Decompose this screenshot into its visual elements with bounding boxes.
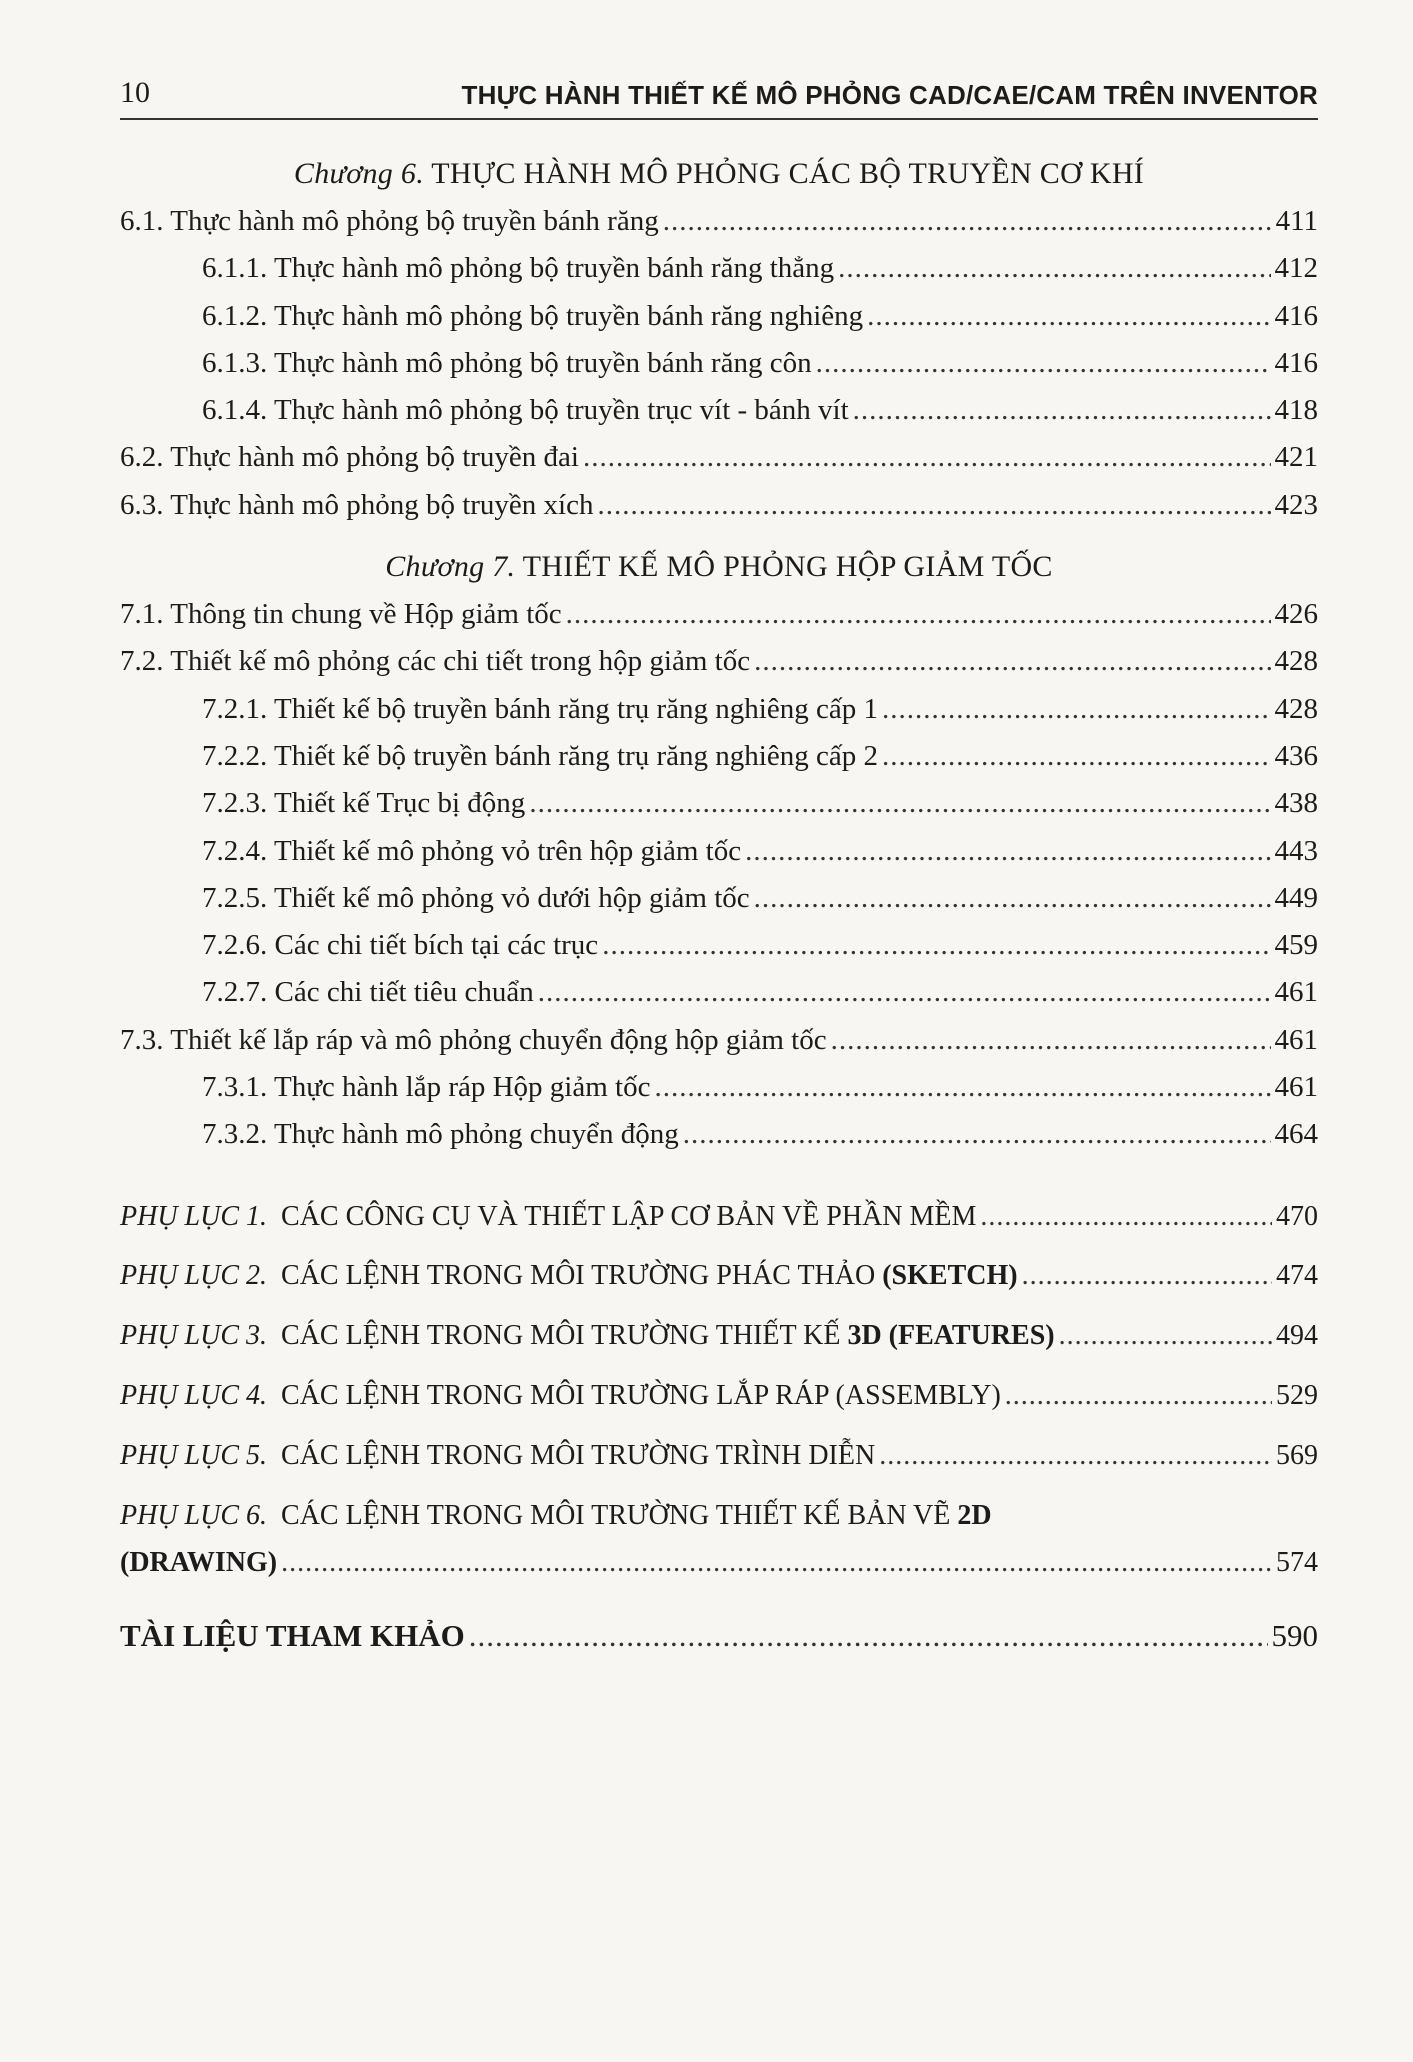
toc-entry[interactable]: 7.3.1. Thực hành lắp ráp Hộp giảm tốc ..... 461	[120, 1064, 1318, 1111]
leader-dots	[683, 1111, 1271, 1158]
page-ref: 529	[1276, 1380, 1318, 1412]
toc-entry[interactable]: 7.2.1. Thiết kế bộ truyền bánh răng trụ răng nghiêng cấp 1 ..... 428	[120, 686, 1318, 733]
leader-dots	[816, 340, 1271, 387]
page-ref: 494	[1276, 1320, 1318, 1352]
leader-dots	[602, 922, 1270, 969]
page-ref: 443	[1274, 834, 1318, 867]
page-ref: 416	[1274, 299, 1318, 332]
page-ref: 590	[1271, 1618, 1318, 1654]
leader-dots	[1059, 1312, 1272, 1359]
leader-dots	[281, 1539, 1272, 1586]
page-ref: 459	[1274, 929, 1318, 962]
toc-entry[interactable]: 7.2.2. Thiết kế bộ truyền bánh răng trụ răng nghiêng cấp 2 ..... 436	[120, 733, 1318, 780]
toc-entry[interactable]: 6.2. Thực hành mô phỏng bộ truyền đai ..... 421	[120, 434, 1318, 481]
page-ref: 470	[1276, 1200, 1318, 1232]
chapter-label: Chương 7.	[385, 550, 516, 584]
appendix-label: PHỤ LỤC 4.	[120, 1380, 268, 1412]
leader-dots	[663, 198, 1272, 245]
appendix-2[interactable]: PHỤ LỤC 2. CÁC LỆNH TRONG MÔI TRƯỜNG PHÁC THẢO (SKETCH) ..... 474	[120, 1252, 1318, 1299]
toc-entry[interactable]: 6.1.1. Thực hành mô phỏng bộ truyền bánh răng thẳng ..... 412	[120, 245, 1318, 292]
leader-dots	[831, 1017, 1271, 1064]
toc-entry[interactable]: 7.2.7. Các chi tiết tiêu chuẩn ..... 461	[120, 969, 1318, 1016]
toc-entry[interactable]: 7.2.6. Các chi tiết bích tại các trục ..... 459	[120, 922, 1318, 969]
appendix-label: PHỤ LỤC 2.	[120, 1260, 268, 1292]
page-ref: 474	[1276, 1260, 1318, 1292]
page-ref: 461	[1274, 1023, 1318, 1056]
chapter-6-heading	[120, 150, 1318, 198]
page-ref: 461	[1274, 1071, 1318, 1104]
leader-dots	[583, 434, 1271, 481]
toc-entry[interactable]: 7.2. Thiết kế mô phỏng các chi tiết trong hộp giảm tốc ..... 428	[120, 638, 1318, 685]
page-ref: 428	[1274, 692, 1318, 725]
page-ref: 438	[1274, 787, 1318, 820]
toc-entry[interactable]: 6.1.3. Thực hành mô phỏng bộ truyền bánh răng côn ..... 416	[120, 340, 1318, 387]
page-ref: 449	[1274, 881, 1318, 914]
leader-dots	[754, 638, 1270, 685]
toc-entry[interactable]: 7.3. Thiết kế lắp ráp và mô phỏng chuyển động hộp giảm tốc ..... 461	[120, 1017, 1318, 1064]
page-ref: 428	[1274, 645, 1318, 678]
page-ref: 464	[1274, 1118, 1318, 1151]
leader-dots	[469, 1612, 1268, 1659]
page-ref: 426	[1274, 598, 1318, 631]
chapter-7-heading	[120, 543, 1318, 591]
appendix-1[interactable]: PHỤ LỤC 1. CÁC CÔNG CỤ VÀ THIẾT LẬP CƠ BẢN VỀ PHẦN MỀM ..... 470	[120, 1193, 1318, 1240]
page-ref: 411	[1275, 205, 1318, 237]
chapter-label: Chương 6.	[293, 157, 425, 190]
leader-dots	[838, 245, 1270, 292]
page-ref: 569	[1276, 1439, 1318, 1471]
toc-entry[interactable]: 6.3. Thực hành mô phỏng bộ truyền xích ..... 423	[120, 482, 1318, 529]
leader-dots	[980, 1193, 1272, 1240]
page-ref: 574	[1276, 1546, 1318, 1578]
appendix-6[interactable]: PHỤ LỤC 6. CÁC LỆNH TRONG MÔI TRƯỜNG THIẾT KẾ BẢN VẼ 2D (DRAWING) ..... 574	[120, 1492, 1318, 1586]
leader-dots	[879, 1432, 1272, 1479]
leader-dots	[867, 293, 1270, 340]
toc-entry[interactable]: 6.1. Thực hành mô phỏng bộ truyền bánh răng ..... 411	[120, 198, 1318, 245]
leader-dots	[853, 387, 1271, 434]
toc-entry[interactable]: 7.1. Thông tin chung về Hộp giảm tốc ..... 426	[120, 591, 1318, 638]
page-ref: 423	[1274, 488, 1318, 521]
chapter-title: THIẾT KẾ MÔ PHỎNG HỘP GIẢM TỐC	[522, 550, 1053, 584]
leader-dots	[754, 875, 1271, 922]
toc-entry[interactable]: 7.2.5. Thiết kế mô phỏng vỏ dưới hộp giảm tốc ..... 449	[120, 875, 1318, 922]
appendix-4[interactable]: PHỤ LỤC 4. CÁC LỆNH TRONG MÔI TRƯỜNG LẮP RÁP (ASSEMBLY) ..... 529	[120, 1372, 1318, 1419]
page-header	[120, 70, 1318, 120]
running-title: THỰC HÀNH THIẾT KẾ MÔ PHỎNG CAD/CAE/CAM TRÊN INVENTOR	[461, 80, 1318, 110]
page-ref: 436	[1274, 739, 1318, 772]
toc-entry[interactable]: 7.3.2. Thực hành mô phỏng chuyển động ..... 464	[120, 1111, 1318, 1158]
page-ref: 461	[1274, 976, 1318, 1009]
appendix-label: PHỤ LỤC 3.	[120, 1320, 268, 1352]
page-ref: 421	[1274, 441, 1318, 474]
leader-dots	[745, 828, 1270, 875]
appendix-label: PHỤ LỤC 1.	[120, 1200, 268, 1232]
toc-entry[interactable]: 6.1.4. Thực hành mô phỏng bộ truyền trục vít - bánh vít ..... 418	[120, 387, 1318, 434]
references-title: TÀI LIỆU THAM KHẢO	[120, 1618, 465, 1654]
page-number: 10	[120, 76, 150, 109]
leader-dots	[1022, 1252, 1272, 1299]
toc-entry[interactable]: 7.2.3. Thiết kế Trục bị động ..... 438	[120, 780, 1318, 827]
leader-dots	[597, 482, 1270, 529]
toc-entry[interactable]: 6.1.2. Thực hành mô phỏng bộ truyền bánh răng nghiêng ..... 416	[120, 293, 1318, 340]
appendix-5[interactable]: PHỤ LỤC 5. CÁC LỆNH TRONG MÔI TRƯỜNG TRÌNH DIỄN ..... 569	[120, 1432, 1318, 1479]
chapter-title: THỰC HÀNH MÔ PHỎNG CÁC BỘ TRUYỀN CƠ KHÍ	[431, 157, 1145, 190]
leader-dots	[566, 591, 1271, 638]
appendix-label: PHỤ LỤC 6.	[120, 1499, 268, 1531]
page-ref: 416	[1274, 346, 1318, 379]
leader-dots	[529, 780, 1270, 827]
toc-entry[interactable]: 7.2.4. Thiết kế mô phỏng vỏ trên hộp giảm tốc ..... 443	[120, 828, 1318, 875]
leader-dots	[654, 1064, 1270, 1111]
appendix-label: PHỤ LỤC 5.	[120, 1439, 268, 1471]
leader-dots	[1005, 1372, 1272, 1419]
references-entry[interactable]	[120, 1612, 1318, 1659]
page-ref: 412	[1274, 252, 1318, 285]
appendix-3[interactable]: PHỤ LỤC 3. CÁC LỆNH TRONG MÔI TRƯỜNG THIẾT KẾ 3D (FEATURES) ..... 494	[120, 1312, 1318, 1359]
leader-dots	[882, 686, 1271, 733]
page-ref: 418	[1274, 394, 1318, 427]
leader-dots	[882, 733, 1271, 780]
leader-dots	[538, 969, 1271, 1016]
table-of-contents	[120, 150, 1318, 1660]
